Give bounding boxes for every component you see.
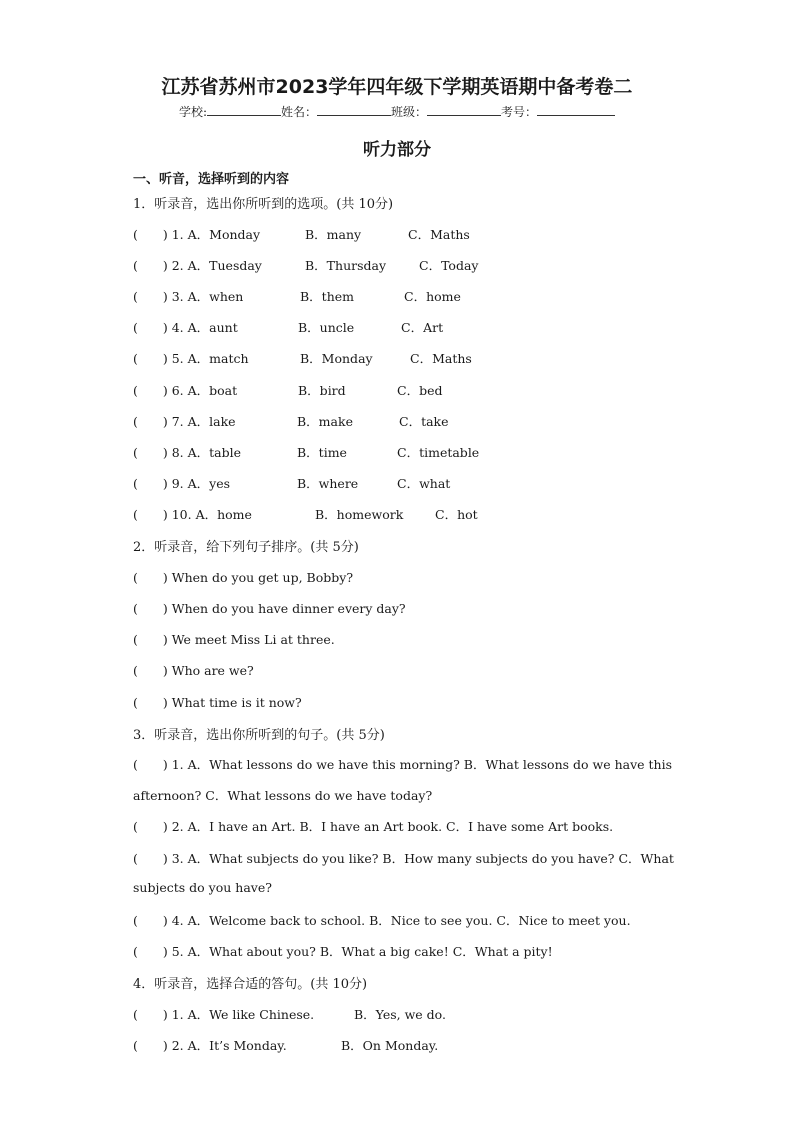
q1-item-c: C．Art — [401, 320, 444, 335]
q1-item-b: B．many — [305, 227, 362, 242]
q1-item-c: C．home — [404, 289, 461, 304]
q1-item-a: ( ) 9. A．yes — [133, 476, 231, 491]
q1-item-c: C．Maths — [410, 351, 472, 366]
q3-title: 3．听录音，选出你所听到的句子。(共 5分) — [133, 728, 385, 743]
q2-item: ( ) We meet Miss Li at three. — [133, 632, 335, 647]
q3-item-1-line-2: afternoon? C．What lessons do we have today? — [133, 788, 433, 803]
q4-title: 4．听录音，选择合适的答句。(共 10分) — [133, 977, 368, 992]
q4-item-b: B．On Monday. — [341, 1038, 439, 1053]
q3-item-1-line-1: ( ) 1. A．What lessons do we have this morning? B．What lessons do we have this — [133, 757, 673, 772]
q1-item-c: C．what — [397, 476, 451, 491]
part-heading: 一、听音，选择听到的内容 — [133, 172, 290, 187]
q1-item-b: B．bird — [298, 383, 346, 398]
q1-item-c: C．hot — [435, 507, 478, 522]
q1-item-a: ( ) 8. A．table — [133, 445, 242, 460]
q1-item-a: ( ) 4. A．aunt — [133, 320, 238, 335]
school-blank[interactable] — [207, 103, 281, 116]
q1-item-a: ( ) 3. A．when — [133, 289, 244, 304]
class-label: 班级： — [391, 105, 428, 119]
q1-item-a: ( ) 2. A．Tuesday — [133, 258, 262, 273]
q2-title: 2．听录音，给下列句子排序。(共 5分) — [133, 540, 359, 555]
class-blank[interactable] — [427, 103, 501, 116]
section-title: 听力部分 — [363, 140, 431, 160]
q1-item-c: C．timetable — [397, 445, 480, 460]
q1-item-c: C．take — [399, 414, 449, 429]
student-info-line — [0, 103, 794, 120]
q3-item-5: ( ) 5. A．What about you? B．What a big cake! C．What a pity! — [133, 944, 553, 959]
q2-item: ( ) When do you have dinner every day? — [133, 601, 406, 616]
q1-item-b: B．them — [300, 289, 355, 304]
q4-item-a: ( ) 2. A．It’s Monday. — [133, 1038, 287, 1053]
document-title: 江苏省苏州市2023学年四年级下学期英语期中备考卷二 — [161, 76, 633, 98]
q4-item-b: B．Yes, we do. — [354, 1007, 446, 1022]
school-label: 学校: — [178, 105, 207, 119]
q1-item-a: ( ) 7. A．lake — [133, 414, 236, 429]
q1-item-b: B．make — [297, 414, 353, 429]
q1-item-c: C．bed — [397, 383, 443, 398]
number-blank[interactable] — [537, 103, 615, 116]
q1-item-c: C．Today — [419, 258, 479, 273]
q2-item: ( ) When do you get up, Bobby? — [133, 570, 354, 585]
q3-item-3-line-1: ( ) 3. A．What subjects do you like? B．How many subjects do you have? C．What — [133, 851, 674, 866]
q1-item-c: C．Maths — [408, 227, 470, 242]
q3-item-2: ( ) 2. A．I have an Art. B．I have an Art book. C．I have some Art books. — [133, 819, 614, 834]
name-blank[interactable] — [317, 103, 391, 116]
q2-item: ( ) Who are we? — [133, 663, 254, 678]
number-label: 考号： — [501, 105, 538, 119]
q1-title: 1．听录音，选出你所听到的选项。(共 10分) — [133, 197, 394, 212]
q1-item-b: B．Thursday — [305, 258, 387, 273]
q1-item-b: B．uncle — [298, 320, 355, 335]
q1-item-a: ( ) 1. A．Monday — [133, 227, 261, 242]
q1-item-a: ( ) 5. A．match — [133, 351, 249, 366]
q1-item-b: B．where — [297, 476, 359, 491]
name-label: 姓名： — [281, 105, 318, 119]
q1-item-b: B．Monday — [300, 351, 373, 366]
q1-item-b: B．time — [297, 445, 347, 460]
q1-item-a: ( ) 6. A．boat — [133, 383, 238, 398]
q1-item-a: ( ) 10. A．home — [133, 507, 252, 522]
q3-item-3-line-2: subjects do you have? — [133, 880, 272, 895]
q4-item-a: ( ) 1. A．We like Chinese. — [133, 1007, 315, 1022]
q2-item: ( ) What time is it now? — [133, 695, 302, 710]
q3-item-4: ( ) 4. A．Welcome back to school. B．Nice to see you. C．Nice to meet you. — [133, 913, 631, 928]
q1-item-b: B．homework — [315, 507, 404, 522]
